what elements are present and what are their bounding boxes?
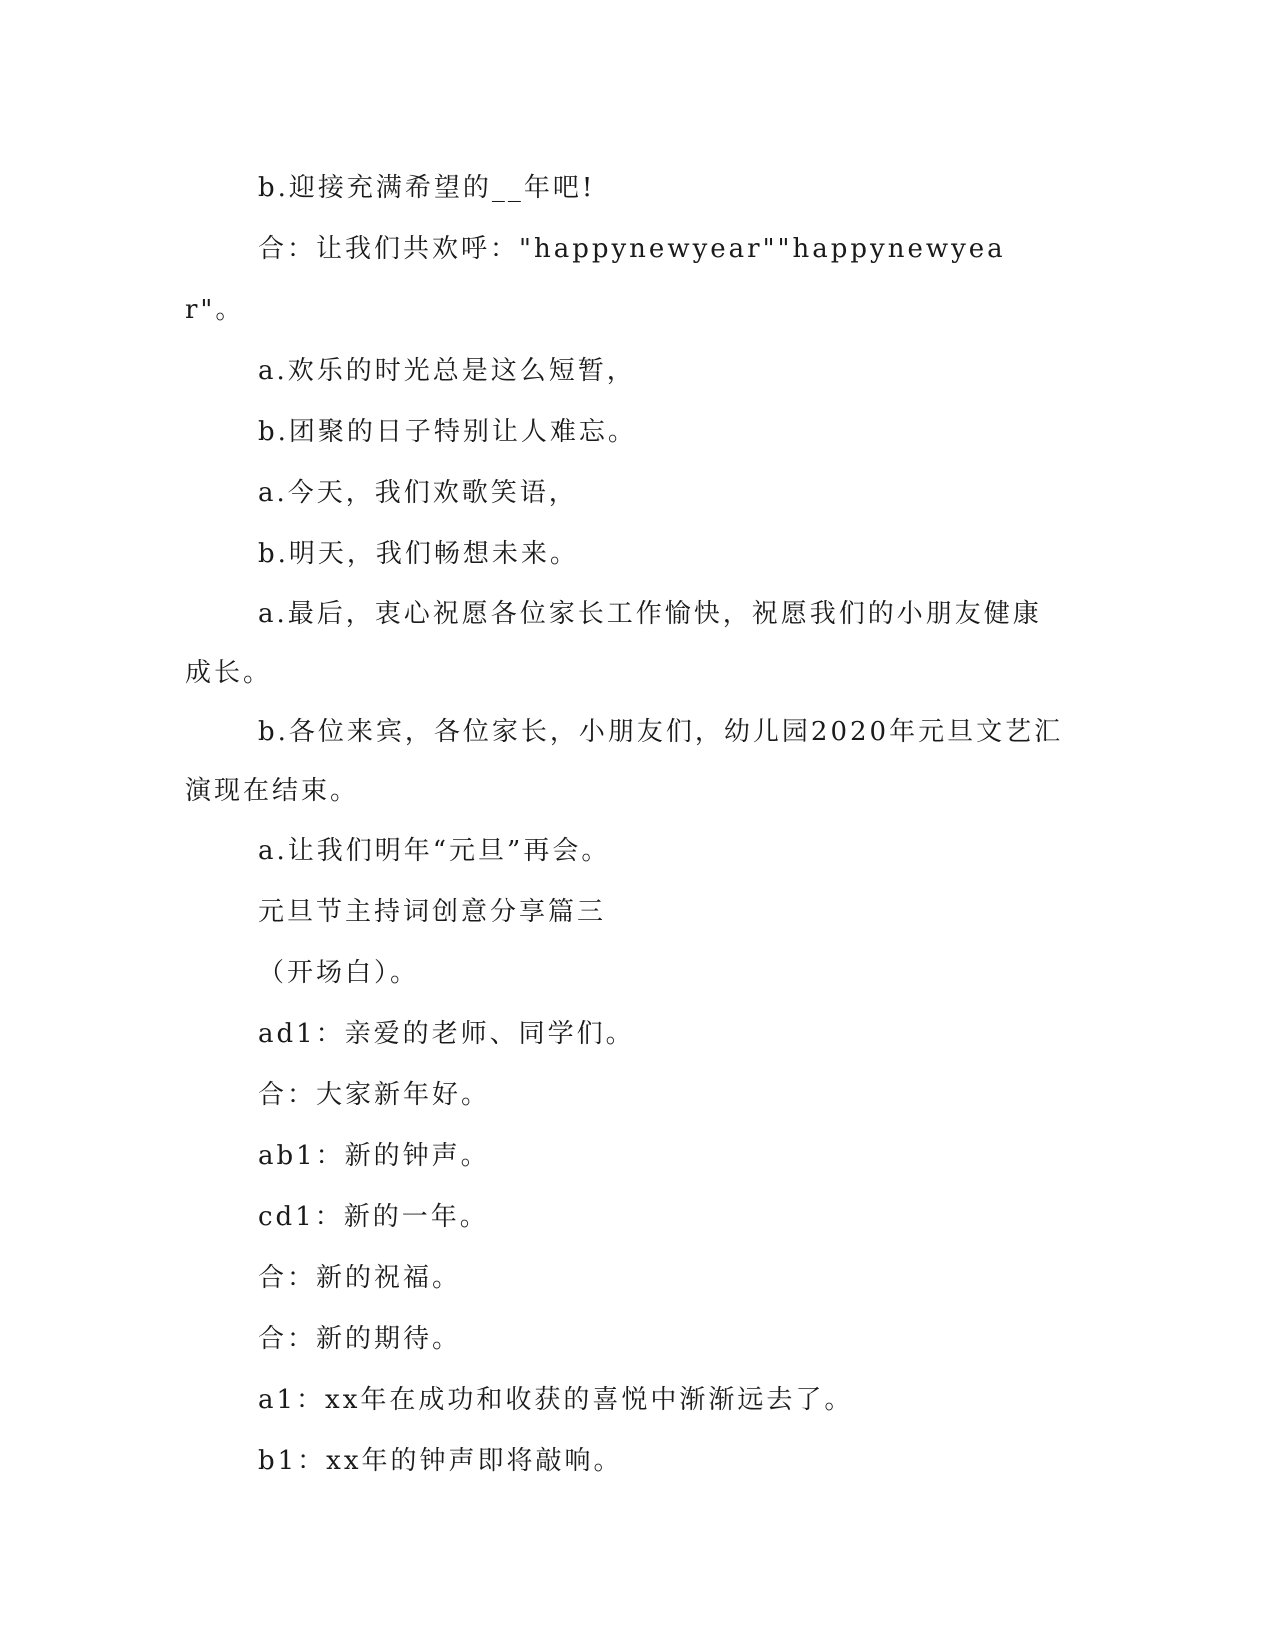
paragraph-line: 合：大家新年好。 <box>258 1080 491 1110</box>
paragraph-line: 合：新的祝福。 <box>258 1263 462 1293</box>
paragraph-line: a.今天，我们欢歌笑语， <box>258 478 578 508</box>
document-body <box>185 158 1065 1492</box>
paragraph-line: ab1：新的钟声。 <box>258 1141 490 1171</box>
paragraph-line: b.迎接充满希望的__年吧! <box>258 173 596 203</box>
paragraph-line: b.明天，我们畅想未来。 <box>258 539 579 569</box>
paragraph-line: a.最后，衷心祝愿各位家长工作愉快，祝愿我们的小朋友健康成长。 <box>185 599 1042 688</box>
paragraph-line: a.欢乐的时光总是这么短暂， <box>258 356 636 386</box>
paragraph-line: b.各位来宾，各位家长，小朋友们，幼儿园2020年元旦文艺汇演现在结束。 <box>185 717 1064 806</box>
section-heading: 元旦节主持词创意分享篇三 <box>258 897 607 927</box>
paragraph-line: a.让我们明年“元旦”再会。 <box>258 836 611 866</box>
paragraph-line: 合：新的期待。 <box>258 1324 462 1354</box>
paragraph-line: ad1：亲爱的老师、同学们。 <box>258 1019 635 1049</box>
paragraph-line: cd1：新的一年。 <box>258 1202 489 1232</box>
paragraph-line: b.团聚的日子特别让人难忘。 <box>258 417 637 447</box>
paragraph-line: （开场白）。 <box>258 958 420 988</box>
paragraph-line: a1：xx年在成功和收获的喜悦中渐渐远去了。 <box>258 1385 854 1415</box>
paragraph-line: b1：xx年的钟声即将敲响。 <box>258 1446 623 1476</box>
paragraph-line: 合：让我们共欢呼："happynewyear""happynewyear"。 <box>185 234 1006 325</box>
